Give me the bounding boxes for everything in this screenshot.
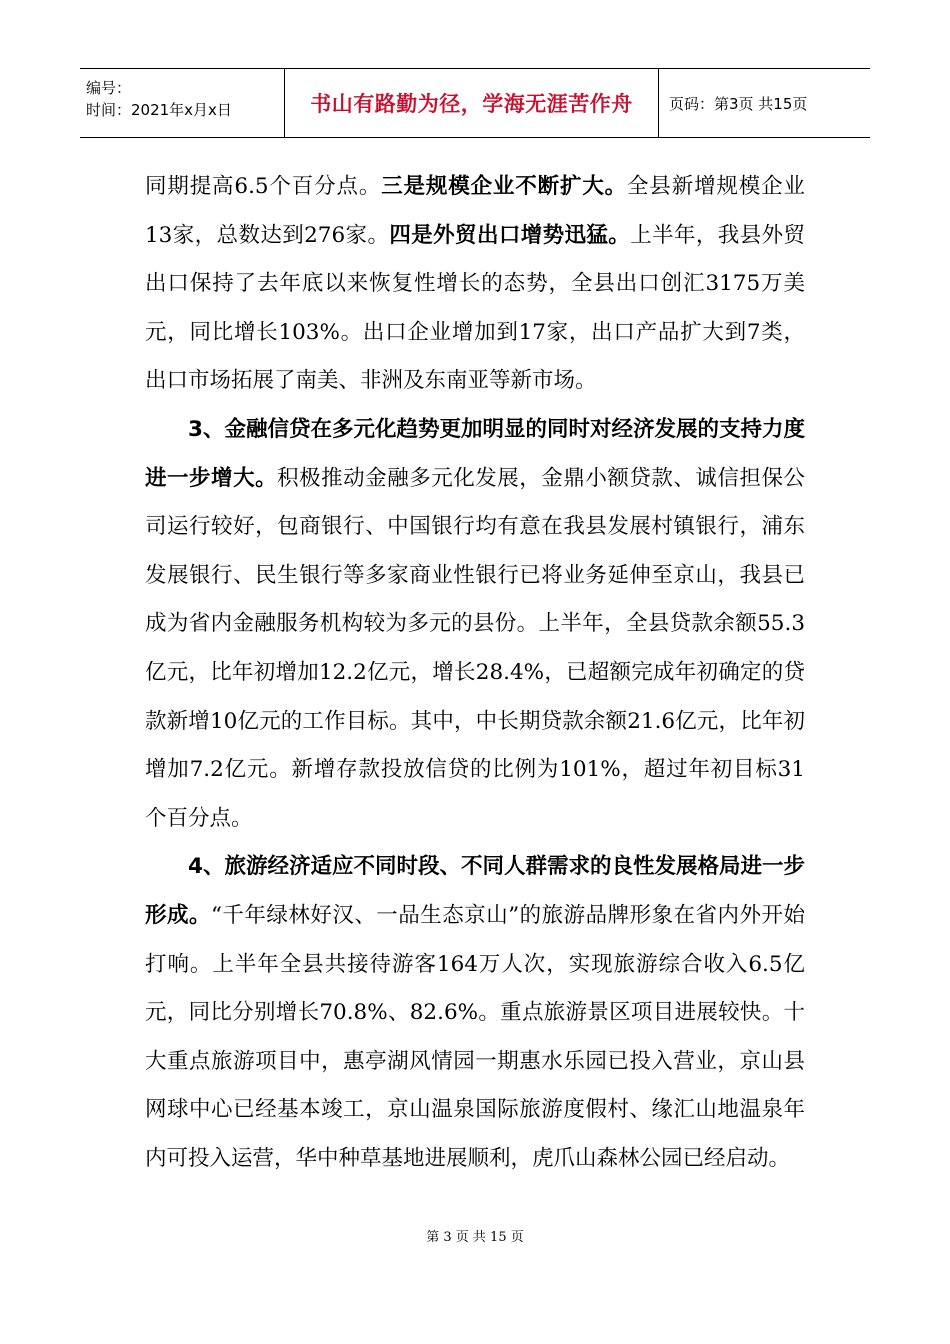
header-motto: 书山有路勤为径，学海无涯苦作舟 xyxy=(285,69,659,137)
paragraph-tourism xyxy=(145,843,805,1183)
paragraph-1-text-e: 上半年，我县外贸出口保持了去年底以来恢复性增长的态势，全县出口创汇3175万美元，同比增长103%。出口企业增加到17家，出口产品扩大到7类，出口市场拓展了南美、非洲及东南亚等新市场。 xyxy=(145,222,805,394)
paragraph-1 xyxy=(145,163,805,406)
tourism-text: “千年绿林好汉、一品生态京山”的旅游品牌形象在省内外开始打响。上半年全县共接待游客164万人次，实现旅游综合收入6.5亿元，同比分别增长70.8%、82.6%。重点旅游景区项目进展较快。十大重点旅游项目中，惠亭湖风情园一期惠水乐园已投入营业，京山县网球中心已经基本竣工，京山温泉国际旅游度假村、缘汇山地温泉年内可投入运营，华中种草基地进展顺利，虎爪山森林公园已经启动。 xyxy=(145,902,805,1171)
finance-text: 积极推动金融多元化发展，金鼎小额贷款、诚信担保公司运行较好，包商银行、中国银行均有意在我县发展村镇银行，浦东发展银行、民生银行等多家商业性银行已将业务延伸至京山，我县已成为省内金融服务机构较为多元的县份。上半年，全县贷款余额55.3亿元，比年初增加12.2亿元，增长28.4%，已超额完成年初确定的贷款新增10亿元的工作目标。其中，中长期贷款余额21.6亿元，比年初增加7.2亿元。新增存款投放信贷的比例为101%，超过年初目标31个百分点。 xyxy=(145,465,805,831)
document-time-label: 时间：2021年x月x日 xyxy=(86,101,232,119)
header-page-info: 页码：第3页 共15页 xyxy=(669,94,808,113)
document-number-label: 编号： xyxy=(86,79,132,97)
document-body xyxy=(145,163,805,1183)
tourism-heading: 4、旅游经济适应不同时段、不同人群需求的良性发展格局进一步形成。 xyxy=(145,854,805,928)
paragraph-1-text-c: 全县新增规模企业13家，总数达到276家。 xyxy=(145,174,805,248)
header-meta-cell xyxy=(80,69,285,137)
page-footer: 第 3 页 共 15 页 xyxy=(426,1230,524,1245)
page-header xyxy=(80,68,870,138)
paragraph-1-heading-4: 四是外贸出口增势迅猛。 xyxy=(389,222,631,248)
paragraph-1-text-a: 同期提高6.5个百分点。 xyxy=(145,174,382,199)
paragraph-1-heading-3: 三是规模企业不断扩大。 xyxy=(381,174,628,199)
paragraph-finance xyxy=(145,406,805,843)
finance-heading: 3、金融信贷在多元化趋势更加明显的同时对经济发展的支持力度进一步增大。 xyxy=(145,416,805,491)
